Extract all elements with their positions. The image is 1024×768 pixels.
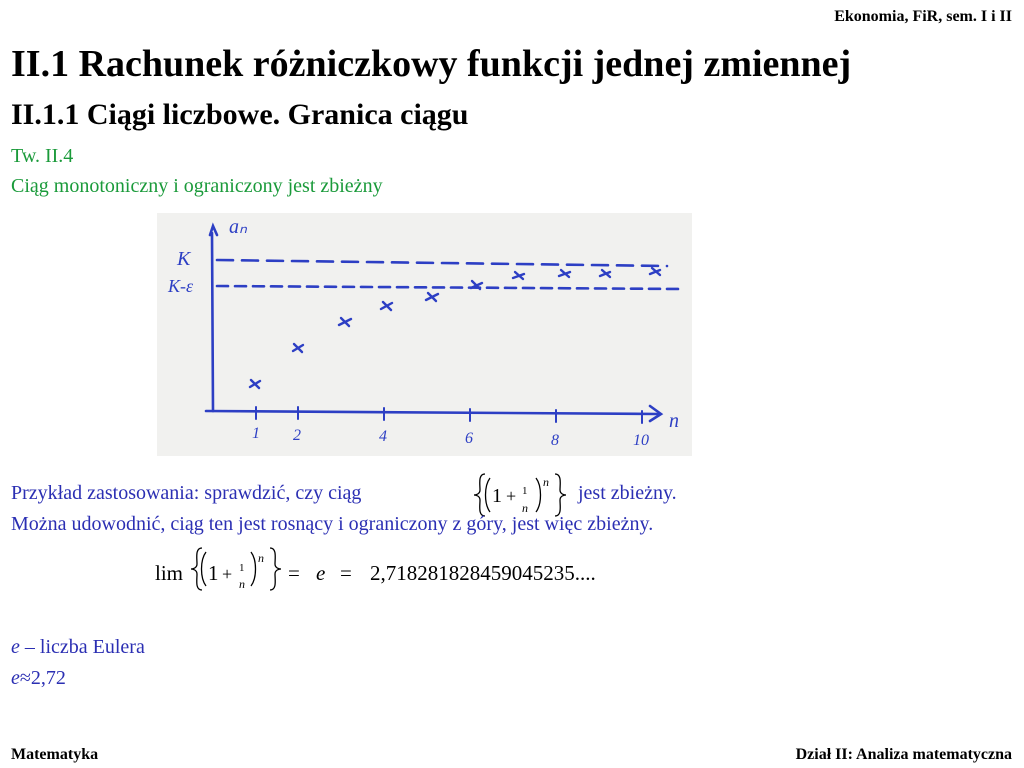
euler-definition-symbol: e <box>11 636 20 658</box>
equals-sign: = <box>288 561 300 585</box>
sequence-point <box>650 268 660 275</box>
seq-exponent: n <box>543 475 549 489</box>
seq-denominator: n <box>522 501 528 515</box>
footer-section: Dział II: Analiza matematyczna <box>795 746 1012 763</box>
x-tick-label: 2 <box>293 427 301 444</box>
right-paren <box>536 478 541 512</box>
footer-subject: Matematyka <box>11 746 99 763</box>
sequence-point <box>513 272 524 279</box>
course-label: Ekonomia, FiR, sem. I i II <box>834 8 1012 25</box>
left-brace <box>474 474 485 516</box>
y-axis-arrow <box>210 226 217 235</box>
monotone-sequence-sketch <box>157 213 692 456</box>
sequence-point <box>600 270 610 277</box>
euler-approximation <box>11 667 66 690</box>
seq-numerator: 1 <box>522 485 528 497</box>
euler-approx-value: ≈2,72 <box>19 667 66 689</box>
seq-one: 1 <box>492 485 502 507</box>
euler-symbol: e <box>316 561 326 585</box>
left-paren <box>486 478 491 512</box>
seq-plus: + <box>506 486 517 506</box>
sequence-point <box>339 318 351 326</box>
limit-one: 1 <box>208 561 219 585</box>
sequence-point <box>250 380 260 388</box>
lower-bound-line <box>217 286 684 289</box>
x-tick-label: 6 <box>465 430 473 447</box>
sequence-point <box>559 270 570 277</box>
slide-title: II.1 Rachunek różniczkowy funkcji jednej zmiennej <box>11 43 852 85</box>
limit-left-paren <box>202 552 207 586</box>
upper-bound-line <box>217 260 667 266</box>
sequence-point <box>426 293 438 301</box>
euler-approx-symbol: e <box>11 667 20 689</box>
sketch-drawing <box>157 213 692 456</box>
y-axis-label: aₙ <box>229 216 247 238</box>
limit-operator: lim <box>155 561 184 585</box>
example-explanation: Można udowodnić, ciąg ten jest rosnący i ograniczony z góry, jest więc zbieżny. <box>11 513 654 535</box>
limit-plus: + <box>222 564 233 584</box>
section-title: II.1.1 Ciągi liczbowe. Granica ciągu <box>11 98 469 131</box>
upper-bound-label: K <box>177 248 191 270</box>
limit-numerator: 1 <box>239 562 245 574</box>
theorem-statement: Ciąg monotoniczny i ograniczony jest zbieżny <box>11 175 383 197</box>
limit-right-brace <box>270 548 281 590</box>
right-brace <box>555 474 566 516</box>
x-axis <box>206 411 659 414</box>
limit-left-brace <box>191 548 202 590</box>
x-tick-label: 4 <box>379 428 387 445</box>
theorem-label: Tw. II.4 <box>11 145 74 167</box>
sequence-point <box>293 344 303 352</box>
euler-definition <box>11 636 145 659</box>
x-tick-label: 10 <box>633 432 649 449</box>
euler-definition-text: – liczba Eulera <box>19 636 145 658</box>
example-conclusion: jest zbieżny. <box>578 482 677 504</box>
limit-exponent: n <box>258 551 264 565</box>
x-tick-label: 8 <box>551 432 559 449</box>
limit-formula <box>150 540 670 600</box>
limit-right-paren <box>251 552 256 586</box>
sequence-point <box>381 302 392 310</box>
axis-ticks <box>256 407 642 423</box>
example-intro: Przykład zastosowania: sprawdzić, czy ciąg <box>11 482 362 504</box>
equals-sign: = <box>340 561 352 585</box>
x-tick-label: 1 <box>252 425 260 442</box>
limit-denominator: n <box>239 577 245 591</box>
euler-value: 2,718281828459045235.... <box>370 561 596 585</box>
x-axis-label: n <box>669 410 679 432</box>
lower-bound-label: K-ε <box>168 276 194 296</box>
y-axis <box>212 233 213 411</box>
